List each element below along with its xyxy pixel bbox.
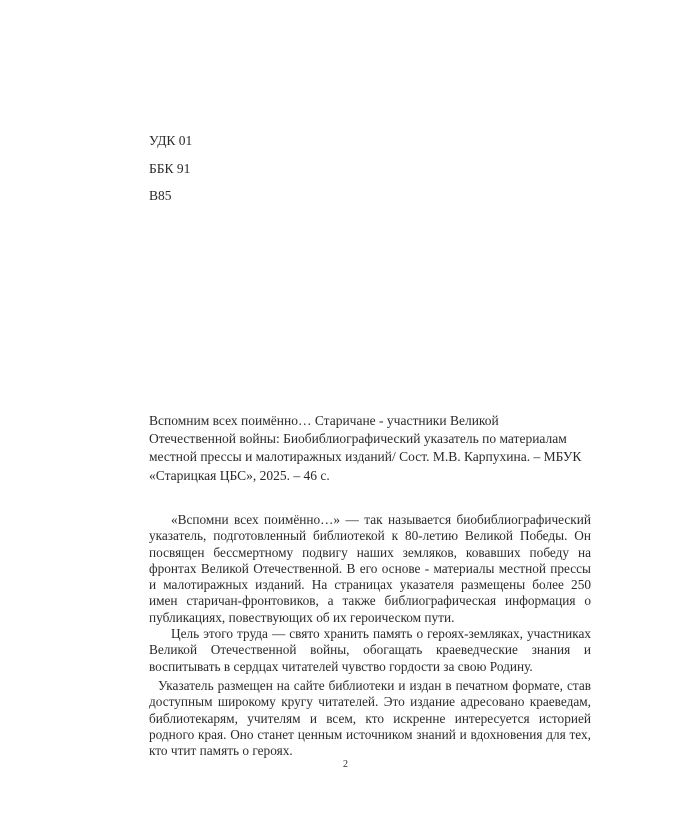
bbk-code: ББК 91 xyxy=(149,160,191,176)
annotation-paragraph-3: Указатель размещен на сайте библиотеки и издан в печатном формате, став доступным широкому кругу читателей. Это издание адресовано краеведам, библиотекарям, учителям и всем, кто искренне интересуется историей родного края. Оно станет ценным источником знаний и вдохновения для тех, кто чтит память о героях. xyxy=(149,677,591,759)
annotation-paragraph-2: Цель этого труда — свято хранить память о героях-земляках, участниках Великой Отечественной войны, обогащать краеведческие знания и воспитывать в сердцах читателей чувство гордости за свою Родину. xyxy=(149,626,591,674)
annotation-paragraph-1: «Вспомни всех поимённо…» — так называется биобиблиографический указатель, подготовленный библиотекой к 80-летию Великой Победы. Он посвящен бессмертному подвигу наших земляков, ковавших победу на фронтах Великой Отечественной. В его основе - материалы местной прессы и малотиражных изданий. На страницах указателя размещены более 250 имен старичан-фронтовиков, а также библиографическая информация о публикациях, повествующих об их героическом пути. xyxy=(149,512,591,625)
classification-codes xyxy=(149,133,192,216)
annotation xyxy=(149,512,591,759)
page-number: 2 xyxy=(343,759,348,770)
udk-code: УДК 01 xyxy=(149,133,193,148)
bibliographic-record: Вспомним всех поимённо… Старичане - участники Великой Отечественной войны: Биобиблиографический указатель по материалам местной прессы и малотиражных изданий/ Сост. М.В. Карпухина. – МБУК «Старицкая ЦБС», 2025. – 46 с. xyxy=(149,413,582,483)
author-mark: В85 xyxy=(149,188,172,203)
